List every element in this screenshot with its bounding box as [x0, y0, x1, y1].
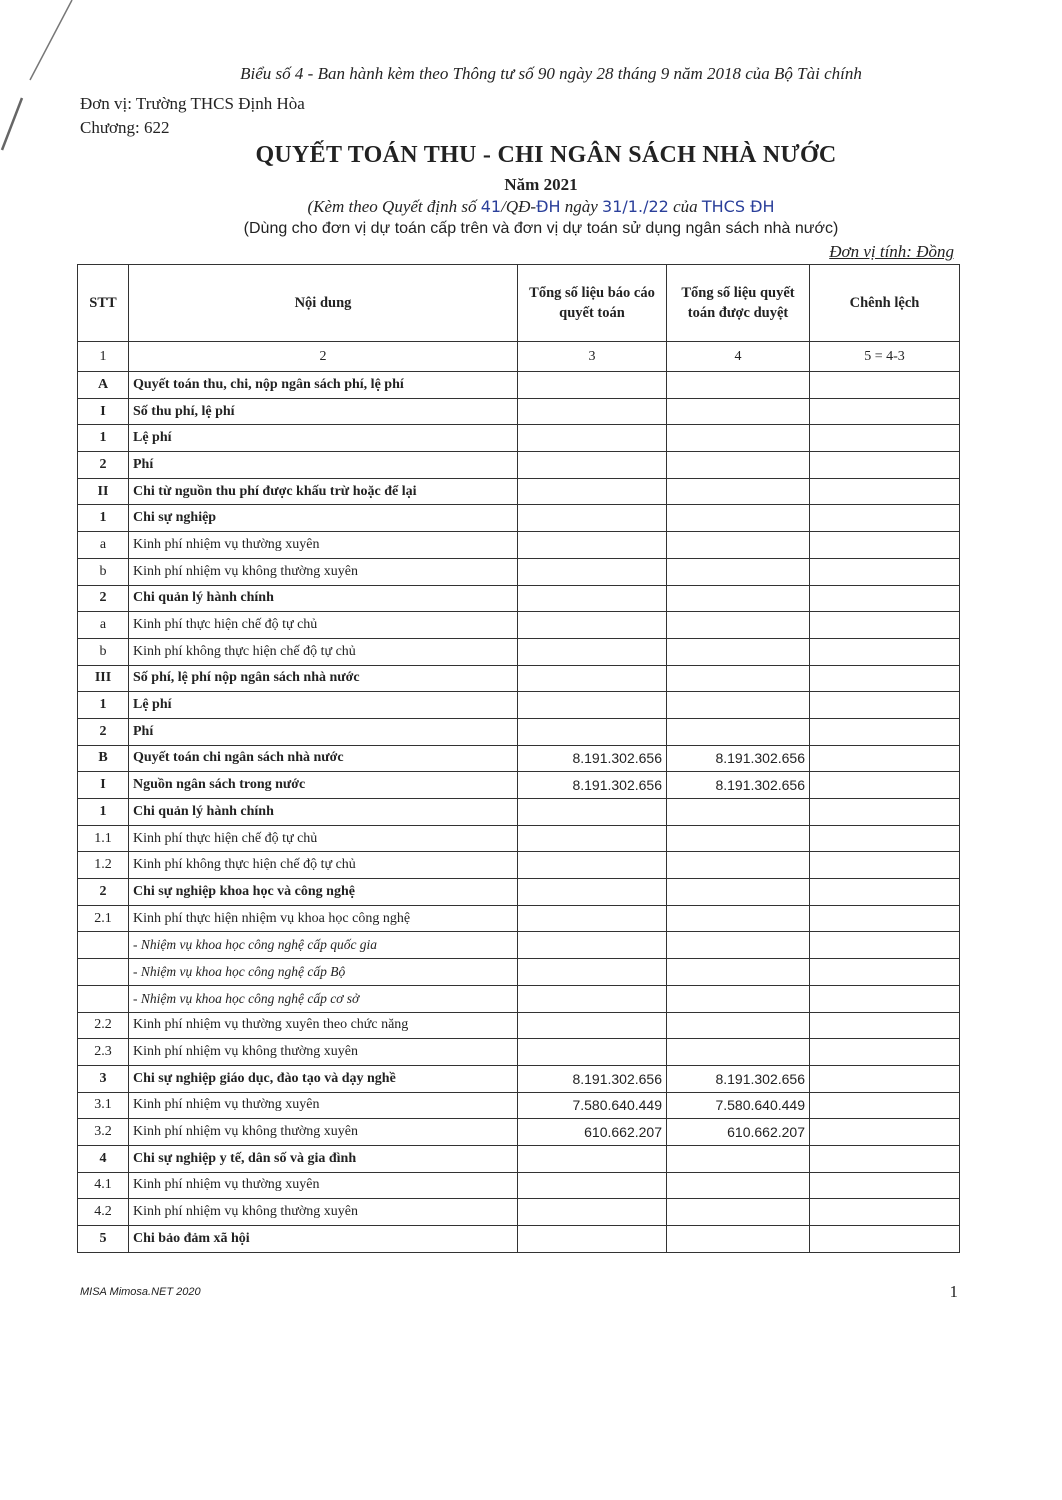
row-stt: III: [78, 665, 129, 692]
row-reported: [518, 905, 667, 932]
row-reported: [518, 879, 667, 906]
table-row: [78, 745, 960, 772]
row-approved: 610.662.207: [667, 1119, 810, 1146]
row-reported: [518, 452, 667, 479]
table-row: [78, 932, 960, 959]
row-reported: 8.191.302.656: [518, 745, 667, 772]
index-cell: 2: [129, 342, 518, 372]
attach-mid2: ngày: [560, 197, 603, 216]
index-cell: 5 = 4-3: [810, 342, 960, 372]
table-row: [78, 772, 960, 799]
row-diff: [810, 1199, 960, 1226]
row-approved: [667, 1012, 810, 1039]
row-stt: 2: [78, 452, 129, 479]
row-content: Kinh phí nhiệm vụ không thường xuyên: [129, 1039, 518, 1066]
row-content: Kinh phí thực hiện chế độ tự chủ: [129, 825, 518, 852]
row-stt: 2.1: [78, 905, 129, 932]
row-diff: [810, 985, 960, 1012]
row-diff: [810, 1172, 960, 1199]
row-diff: [810, 532, 960, 559]
row-diff: [810, 425, 960, 452]
row-diff: [810, 879, 960, 906]
row-content: Chi sự nghiệp giáo dục, đào tạo và dạy nghề: [129, 1065, 518, 1092]
row-approved: [667, 985, 810, 1012]
row-approved: [667, 1226, 810, 1253]
col-header-approved: Tổng số liệu quyết toán được duyệt: [667, 265, 810, 342]
handwritten-date: 31/1./22: [602, 197, 669, 216]
row-stt: 1: [78, 799, 129, 826]
row-stt: 4: [78, 1145, 129, 1172]
row-approved: 7.580.640.449: [667, 1092, 810, 1119]
attach-mid1: /QĐ-: [501, 197, 537, 216]
attachment-note: [0, 197, 1062, 217]
row-approved: [667, 398, 810, 425]
table-row: [78, 452, 960, 479]
row-approved: [667, 905, 810, 932]
row-approved: [667, 612, 810, 639]
table-row: [78, 1012, 960, 1039]
table-row: [78, 585, 960, 612]
row-diff: [810, 825, 960, 852]
row-reported: [518, 985, 667, 1012]
row-stt: 4.1: [78, 1172, 129, 1199]
row-approved: 8.191.302.656: [667, 745, 810, 772]
row-approved: [667, 932, 810, 959]
row-stt: [78, 985, 129, 1012]
currency-unit: Đơn vị tính: Đồng: [829, 242, 954, 261]
row-content: Chi sự nghiệp khoa học và công nghệ: [129, 879, 518, 906]
row-content: Quyết toán chi ngân sách nhà nước: [129, 745, 518, 772]
row-approved: [667, 638, 810, 665]
unit-name: Đơn vị: Trường THCS Định Hòa: [80, 94, 305, 113]
row-stt: A: [78, 372, 129, 399]
row-content: Phí: [129, 452, 518, 479]
row-diff: [810, 478, 960, 505]
row-diff: [810, 398, 960, 425]
row-diff: [810, 1065, 960, 1092]
row-diff: [810, 1092, 960, 1119]
table-row: [78, 985, 960, 1012]
table-row: [78, 398, 960, 425]
row-content: - Nhiệm vụ khoa học công nghệ cấp Bộ: [129, 959, 518, 986]
row-stt: 1: [78, 425, 129, 452]
row-content: Chi sự nghiệp y tế, dân số và gia đình: [129, 1145, 518, 1172]
row-stt: 3: [78, 1065, 129, 1092]
row-reported: 8.191.302.656: [518, 772, 667, 799]
row-diff: [810, 718, 960, 745]
row-content: Kinh phí nhiệm vụ thường xuyên: [129, 1172, 518, 1199]
row-stt: I: [78, 772, 129, 799]
row-reported: [518, 692, 667, 719]
form-number: Biểu số 4 - Ban hành kèm theo Thông tư số 90 ngày 28 tháng 9 năm 2018 của Bộ Tài chính: [240, 64, 862, 83]
row-reported: 7.580.640.449: [518, 1092, 667, 1119]
row-approved: [667, 665, 810, 692]
row-diff: [810, 932, 960, 959]
row-diff: [810, 959, 960, 986]
row-stt: 1.2: [78, 852, 129, 879]
row-content: Chi từ nguồn thu phí được khấu trừ hoặc để lại: [129, 478, 518, 505]
row-stt: 2.3: [78, 1039, 129, 1066]
row-diff: [810, 1039, 960, 1066]
report-year: Năm 2021: [504, 175, 578, 194]
table-row: [78, 532, 960, 559]
row-diff: [810, 638, 960, 665]
row-reported: [518, 799, 667, 826]
row-stt: 1.1: [78, 825, 129, 852]
row-approved: [667, 372, 810, 399]
usage-note: (Dùng cho đơn vị dự toán cấp trên và đơn vị dự toán sử dụng ngân sách nhà nước): [243, 220, 839, 237]
row-content: Số phí, lệ phí nộp ngân sách nhà nước: [129, 665, 518, 692]
table-row: [78, 692, 960, 719]
row-content: Kinh phí nhiệm vụ thường xuyên theo chức năng: [129, 1012, 518, 1039]
row-stt: a: [78, 612, 129, 639]
table-row: [78, 665, 960, 692]
row-diff: [810, 372, 960, 399]
row-content: Lệ phí: [129, 692, 518, 719]
table-row: [78, 799, 960, 826]
row-reported: [518, 558, 667, 585]
row-approved: [667, 585, 810, 612]
table-row: [78, 638, 960, 665]
row-reported: [518, 852, 667, 879]
row-diff: [810, 692, 960, 719]
col-header-reported: Tổng số liệu báo cáo quyết toán: [518, 265, 667, 342]
row-reported: 8.191.302.656: [518, 1065, 667, 1092]
row-reported: [518, 825, 667, 852]
row-diff: [810, 612, 960, 639]
table-row: [78, 825, 960, 852]
row-approved: 8.191.302.656: [667, 772, 810, 799]
row-diff: [810, 585, 960, 612]
row-reported: [518, 665, 667, 692]
column-index-row: [78, 342, 960, 372]
row-diff: [810, 452, 960, 479]
row-stt: 2: [78, 718, 129, 745]
row-approved: [667, 852, 810, 879]
row-reported: [518, 959, 667, 986]
row-diff: [810, 505, 960, 532]
row-approved: [667, 825, 810, 852]
row-reported: [518, 425, 667, 452]
col-header-content: Nội dung: [129, 265, 518, 342]
table-row: [78, 425, 960, 452]
row-stt: 4.2: [78, 1199, 129, 1226]
software-footer: MISA Mimosa.NET 2020: [80, 1286, 201, 1298]
row-approved: [667, 1145, 810, 1172]
row-content: Lệ phí: [129, 425, 518, 452]
table-row: [78, 1065, 960, 1092]
row-content: Số thu phí, lệ phí: [129, 398, 518, 425]
row-content: Chi quản lý hành chính: [129, 799, 518, 826]
row-reported: [518, 612, 667, 639]
row-approved: [667, 959, 810, 986]
row-reported: [518, 585, 667, 612]
row-content: Quyết toán thu, chi, nộp ngân sách phí, lệ phí: [129, 372, 518, 399]
index-cell: 4: [667, 342, 810, 372]
row-reported: [518, 372, 667, 399]
row-stt: 3.1: [78, 1092, 129, 1119]
table-row: [78, 852, 960, 879]
handwritten-org: THCS ĐH: [701, 197, 775, 216]
col-header-stt: STT: [78, 265, 129, 342]
row-content: Kinh phí nhiệm vụ không thường xuyên: [129, 1119, 518, 1146]
row-approved: [667, 1199, 810, 1226]
table-row: [78, 879, 960, 906]
handwritten-decision-number: 41: [480, 197, 502, 216]
row-approved: [667, 1039, 810, 1066]
table-row: [78, 1199, 960, 1226]
row-approved: [667, 532, 810, 559]
table-header-row: [78, 265, 960, 342]
settlement-table: [77, 264, 960, 1253]
row-reported: [518, 718, 667, 745]
row-content: Kinh phí không thực hiện chế độ tự chủ: [129, 638, 518, 665]
row-content: Kinh phí nhiệm vụ không thường xuyên: [129, 558, 518, 585]
page-title: QUYẾT TOÁN THU - CHI NGÂN SÁCH NHÀ NƯỚC: [255, 142, 837, 168]
row-stt: 2.2: [78, 1012, 129, 1039]
row-diff: [810, 905, 960, 932]
row-reported: [518, 1039, 667, 1066]
row-approved: [667, 879, 810, 906]
row-diff: [810, 665, 960, 692]
attach-prefix: (Kèm theo Quyết định số: [307, 197, 481, 216]
row-approved: [667, 478, 810, 505]
table-row: [78, 905, 960, 932]
row-diff: [810, 1119, 960, 1146]
row-content: Kinh phí nhiệm vụ thường xuyên: [129, 1092, 518, 1119]
index-cell: 1: [78, 342, 129, 372]
table-row: [78, 1039, 960, 1066]
row-diff: [810, 852, 960, 879]
row-diff: [810, 558, 960, 585]
row-content: Kinh phí nhiệm vụ không thường xuyên: [129, 1199, 518, 1226]
table-row: [78, 1092, 960, 1119]
row-approved: [667, 718, 810, 745]
table-row: [78, 1226, 960, 1253]
row-stt: B: [78, 745, 129, 772]
row-diff: [810, 799, 960, 826]
row-reported: [518, 932, 667, 959]
row-stt: 5: [78, 1226, 129, 1253]
row-reported: [518, 398, 667, 425]
row-content: Kinh phí không thực hiện chế độ tự chủ: [129, 852, 518, 879]
row-reported: [518, 1199, 667, 1226]
table-row: [78, 505, 960, 532]
row-content: Chi quản lý hành chính: [129, 585, 518, 612]
page-number: 1: [949, 1282, 958, 1301]
row-stt: 2: [78, 879, 129, 906]
row-content: Kinh phí thực hiện nhiệm vụ khoa học công nghệ: [129, 905, 518, 932]
table-row: [78, 558, 960, 585]
table-row: [78, 1119, 960, 1146]
col-header-diff: Chênh lệch: [810, 265, 960, 342]
row-reported: [518, 1145, 667, 1172]
row-stt: [78, 932, 129, 959]
row-stt: b: [78, 558, 129, 585]
table-row: [78, 1145, 960, 1172]
table-row: [78, 372, 960, 399]
row-stt: [78, 959, 129, 986]
attach-mid3: của: [668, 197, 702, 216]
row-reported: [518, 1172, 667, 1199]
table-row: [78, 478, 960, 505]
row-diff: [810, 1012, 960, 1039]
row-content: - Nhiệm vụ khoa học công nghệ cấp quốc gia: [129, 932, 518, 959]
row-reported: [518, 638, 667, 665]
row-content: Chi bảo đảm xã hội: [129, 1226, 518, 1253]
row-stt: II: [78, 478, 129, 505]
handwritten-abbr: ĐH: [536, 197, 561, 216]
row-approved: [667, 692, 810, 719]
row-diff: [810, 1226, 960, 1253]
row-stt: 3.2: [78, 1119, 129, 1146]
row-approved: [667, 452, 810, 479]
row-approved: 8.191.302.656: [667, 1065, 810, 1092]
row-stt: 1: [78, 692, 129, 719]
table-row: [78, 959, 960, 986]
row-content: Chi sự nghiệp: [129, 505, 518, 532]
row-reported: [518, 532, 667, 559]
index-cell: 3: [518, 342, 667, 372]
row-approved: [667, 558, 810, 585]
row-stt: 1: [78, 505, 129, 532]
row-approved: [667, 1172, 810, 1199]
row-content: Kinh phí thực hiện chế độ tự chủ: [129, 612, 518, 639]
row-approved: [667, 425, 810, 452]
chapter: Chương: 622: [80, 118, 170, 137]
row-diff: [810, 772, 960, 799]
row-approved: [667, 799, 810, 826]
row-reported: [518, 1012, 667, 1039]
row-reported: [518, 1226, 667, 1253]
row-content: Kinh phí nhiệm vụ thường xuyên: [129, 532, 518, 559]
row-stt: a: [78, 532, 129, 559]
row-reported: [518, 478, 667, 505]
row-stt: 2: [78, 585, 129, 612]
row-approved: [667, 505, 810, 532]
row-reported: 610.662.207: [518, 1119, 667, 1146]
row-diff: [810, 1145, 960, 1172]
table-row: [78, 1172, 960, 1199]
row-content: Nguồn ngân sách trong nước: [129, 772, 518, 799]
table-row: [78, 612, 960, 639]
row-stt: I: [78, 398, 129, 425]
row-content: Phí: [129, 718, 518, 745]
row-reported: [518, 505, 667, 532]
row-stt: b: [78, 638, 129, 665]
row-diff: [810, 745, 960, 772]
table-row: [78, 718, 960, 745]
row-content: - Nhiệm vụ khoa học công nghệ cấp cơ sở: [129, 985, 518, 1012]
